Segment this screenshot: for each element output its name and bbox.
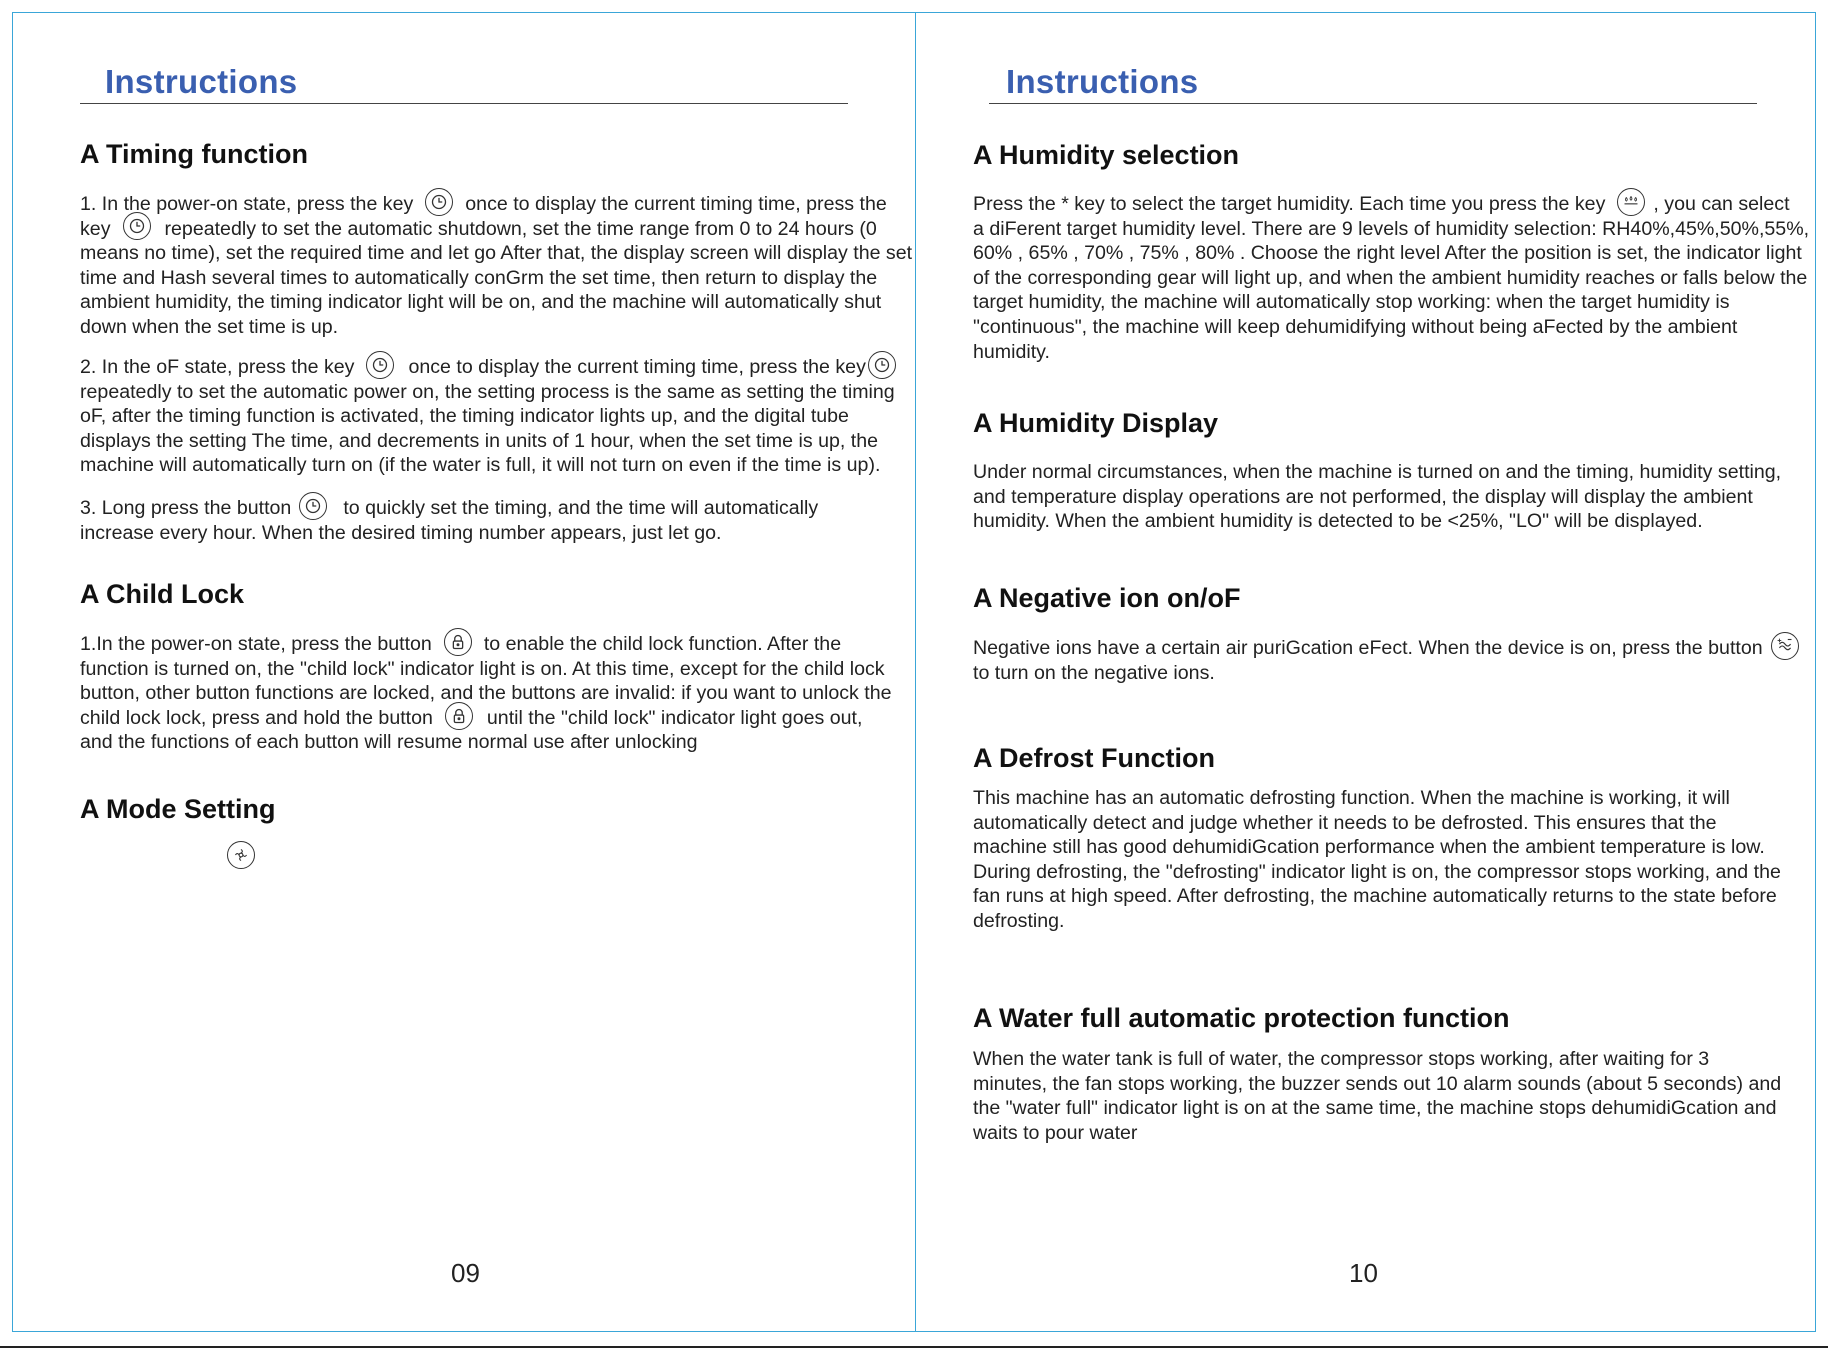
section-heading-humidity-display: A Humidity Display xyxy=(973,408,1219,438)
timer-icon xyxy=(366,351,394,379)
page-number: 09 xyxy=(451,1258,480,1288)
humidity-selection-paragraph: Press the * key to select the target humidity. Each time you press the key , you can select a diFerent target humidity level. There are 9 levels of humidity selection: RH40%,45%,50%,55%, 60% , 65% , 70% , 75% , 80% . Choose the right level After the position is set, the indicator light of the corresponding gear will light up, and when the ambient humidity reaches or falls below the target humidity, the machine will automatically stop working: when the target humidity is "continuous", the machine will keep dehumidifying without being aFected by the ambient humidity. xyxy=(973,192,1809,364)
timing-paragraph-1: 1. In the power-on state, press the key once to display the current timing time, press the key repeatedly to set the automatic shutdown, set the time range from 0 to 24 hours (0 means no time), set the required time and let go After that, the display screen will display the set time and Hash several times to automatically conGrm the set time, then return to display the ambient humidity, the timing indicator light will be on, and the machine will automatically shut down when the set time is up. xyxy=(80,192,912,340)
timer-icon xyxy=(868,351,896,379)
defrost-paragraph: This machine has an automatic defrosting function. When the machine is working, it will automatically detect and judge whether it needs to be defrosted. This ensures that the machine still has good dehumidiGcation performance when the ambient temperature is low. During defrosting, the "defrosting" indicator light is on, the compressor stops working, and the fan runs at high speed. After defrosting, the machine automatically returns to the state before defrosting. xyxy=(973,787,1781,932)
page-left xyxy=(12,12,916,1332)
header-rule xyxy=(989,103,1757,104)
section-heading-mode-setting: A Mode Setting xyxy=(80,794,276,824)
negative-ion-paragraph: Negative ions have a certain air puriGcation eFect. When the device is on, press the button to turn on the negative ions. xyxy=(973,636,1799,685)
lock-icon xyxy=(445,702,473,730)
page-header-title: Instructions xyxy=(105,63,298,100)
timer-icon xyxy=(123,212,151,240)
section-heading-negative-ion: A Negative ion on/oF xyxy=(973,583,1241,613)
section-heading-humidity-selection: A Humidity selection xyxy=(973,140,1240,170)
child-lock-paragraph: 1.In the power-on state, press the button to enable the child lock function. After the function is turned on, the "child lock" indicator light is on. At this time, except for the child lock button, other button functions are locked, and the buttons are invalid: if you want to unlock the child lock lock, press and hold the button until the "child lock" indicator light goes out, and the functions of each button will resume normal use after unlocking xyxy=(80,632,892,755)
timer-icon xyxy=(425,188,453,216)
section-heading-timing: A Timing function xyxy=(80,139,308,169)
section-heading-defrost: A Defrost Function xyxy=(973,743,1215,773)
mode-fan-icon-wrap xyxy=(227,841,255,869)
lock-icon xyxy=(444,628,472,656)
section-heading-child-lock: A Child Lock xyxy=(80,579,245,609)
manual-spread xyxy=(12,12,1816,1334)
negative-ion-icon xyxy=(1771,632,1799,660)
humidity-drops-icon xyxy=(1617,188,1645,216)
page-number: 10 xyxy=(1349,1258,1378,1288)
water-full-paragraph: When the water tank is full of water, the compressor stops working, after waiting for 3 minutes, the fan stops working, the buzzer sends out 10 alarm sounds (about 5 seconds) and the "water full" indicator light is on at the same time, the machine stops dehumidiGcation and waits to pour water xyxy=(973,1048,1782,1144)
timer-icon xyxy=(299,492,327,520)
timing-paragraph-2: 2. In the oF state, press the key once to display the current timing time, press the key repeatedly to set the automatic power on, the setting process is the same as setting the timing oF, after the timing function is activated, the timing indicator lights up, and the digital tube displays the setting The time, and decrements in units of 1 hour, when the set time is up, the machine will automatically turn on (if the water is full, it will not turn on even if the time is up). xyxy=(80,355,896,478)
header-rule xyxy=(80,103,848,104)
section-heading-water-full: A Water full automatic protection function xyxy=(973,1003,1510,1033)
mode-fan-icon xyxy=(227,841,255,869)
timing-paragraph-3: 3. Long press the button to quickly set the timing, and the time will automatically increase every hour. When the desired timing number appears, just let go. xyxy=(80,496,818,545)
humidity-display-paragraph: Under normal circumstances, when the machine is turned on and the timing, humidity setting, and temperature display operations are not performed, the display will display the ambient humidity. When the ambient humidity is detected to be <25%, "LO" will be displayed. xyxy=(973,461,1782,533)
page-right xyxy=(915,12,1816,1332)
page-header-title: Instructions xyxy=(1006,63,1199,100)
